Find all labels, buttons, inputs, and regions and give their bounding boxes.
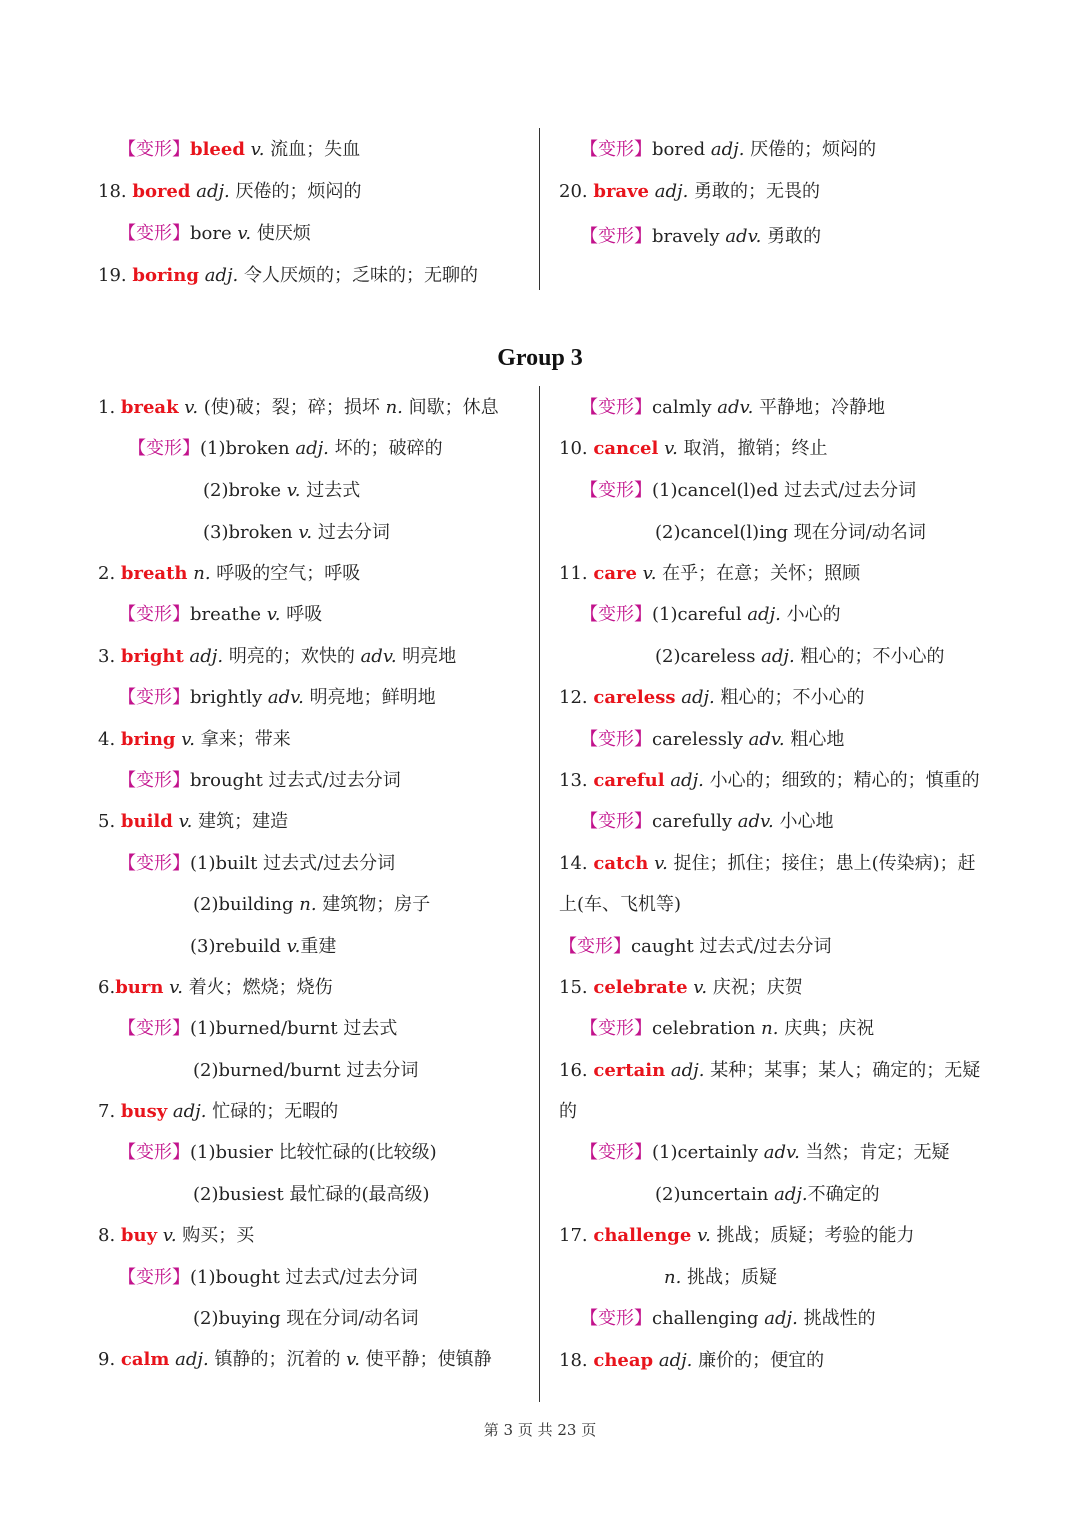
definition-text: 购买；买 [176, 1225, 255, 1246]
group-title: Group 3 [497, 345, 583, 371]
definition-text: 小心的；细致的；精心的；慎重的 [703, 770, 980, 791]
vocab-line [118, 686, 436, 710]
vocab-line [655, 521, 926, 545]
definition-text: (1)careful [652, 604, 748, 625]
vocab-line [98, 810, 288, 834]
headword: calm [120, 1349, 170, 1370]
variant-tag: 【变形】 [118, 139, 190, 160]
definition-text: (1)busier 比较忙碌的(比较级) [190, 1142, 437, 1163]
definition-text: 重建 [300, 936, 337, 957]
part-of-speech: adv. [267, 687, 304, 708]
part-of-speech: v. [178, 811, 193, 832]
vocab-line [580, 396, 885, 420]
part-of-speech: adj. [196, 181, 230, 202]
definition-text: 建筑物；房子 [316, 894, 431, 915]
headword: challenge [593, 1225, 692, 1246]
definition-text: 呼吸 [280, 604, 323, 625]
definition-text: 间歇；休息 [402, 397, 499, 418]
vocab-line [98, 180, 362, 204]
definition-text: bored [652, 139, 711, 160]
vocab-line [98, 1100, 338, 1124]
vocab-line [118, 1017, 397, 1041]
definition-text: 20. [559, 181, 594, 202]
definition-text: (1)bought 过去式/过去分词 [190, 1267, 418, 1288]
vocab-line [580, 1141, 950, 1165]
definition-text: 1. [98, 397, 121, 418]
headword: burn [115, 977, 164, 998]
definition-text: 17. [559, 1225, 594, 1246]
headword: celebrate [593, 977, 688, 998]
headword: careless [593, 687, 676, 708]
definition-text: (2)buying 现在分词/动名词 [193, 1308, 419, 1329]
vocab-line [193, 1307, 418, 1331]
part-of-speech: v. [169, 977, 183, 998]
part-of-speech: adv. [360, 646, 397, 667]
definition-text: 4. [98, 729, 121, 750]
part-of-speech: adj. [172, 1101, 207, 1122]
definition-text: 庆典；庆祝 [778, 1018, 875, 1039]
headword: care [593, 563, 637, 584]
vocab-line [193, 893, 430, 917]
headword: break [120, 397, 179, 418]
part-of-speech: adj. [761, 646, 795, 667]
definition-text: 18. [559, 1350, 594, 1371]
definition-text: 拿来；带来 [195, 729, 291, 750]
part-of-speech: n. [385, 397, 403, 418]
headword: certain [593, 1060, 666, 1081]
part-of-speech: v. [286, 480, 301, 501]
vocab-line [580, 225, 821, 249]
definition-text: 建筑；建造 [192, 811, 289, 832]
part-of-speech: adj. [175, 1349, 209, 1370]
part-of-speech: adj. [747, 604, 781, 625]
vocab-line [655, 645, 944, 669]
column-divider-top [539, 128, 540, 290]
part-of-speech: adj. [189, 646, 224, 667]
definition-text: 2. [98, 563, 121, 584]
vocab-line [580, 810, 833, 834]
definition-text: (2)uncertain [655, 1184, 775, 1205]
definition-text: calmly [652, 397, 718, 418]
vocab-line [559, 1349, 824, 1373]
definition-text: (2)cancel(l)ing 现在分词/动名词 [655, 522, 926, 543]
vocab-line [559, 686, 865, 710]
variant-tag: 【变形】 [118, 223, 190, 244]
variant-tag: 【变形】 [118, 1267, 190, 1288]
vocab-line [655, 1183, 880, 1207]
definition-text: (2)busiest 最忙碌的(最高级) [193, 1184, 430, 1205]
vocab-line [559, 1059, 980, 1083]
vocab-line [559, 437, 828, 461]
part-of-speech: v. [181, 729, 195, 750]
headword: boring [132, 265, 199, 286]
definition-text: 忙碌的；无暇的 [206, 1101, 339, 1122]
part-of-speech: adj. [764, 1308, 798, 1329]
vocab-line [559, 976, 803, 1000]
definition-text: (1)certainly [652, 1142, 764, 1163]
definition-text: 挑战性的 [797, 1308, 876, 1329]
page-footer: 第 3 页 共 23 页 [483, 1421, 597, 1439]
part-of-speech: v. [286, 936, 301, 957]
definition-text: 10. [559, 438, 594, 459]
vocab-line [118, 1266, 418, 1290]
definition-text: (1)built 过去式/过去分词 [190, 853, 396, 874]
definition-text: 在乎；在意；关怀；照顾 [656, 563, 861, 584]
definition-text: carelessly [652, 729, 749, 750]
vocab-line [98, 1348, 492, 1372]
definition-text: celebration [652, 1018, 762, 1039]
part-of-speech: adj. [204, 265, 239, 286]
definition-text: 粗心的；不小心的 [714, 687, 865, 708]
part-of-speech: adj. [295, 438, 329, 459]
definition-text: brought 过去式/过去分词 [190, 770, 401, 791]
definition-text: 6. [98, 977, 116, 998]
part-of-speech: v. [693, 977, 708, 998]
definition-text: 厌倦的；烦闷的 [229, 181, 362, 202]
definition-text: 流血；失血 [264, 139, 361, 160]
definition-text: bravely [652, 226, 726, 247]
variant-tag: 【变形】 [580, 1018, 652, 1039]
definition-text: 厌倦的；烦闷的 [744, 139, 877, 160]
part-of-speech: n. [193, 563, 211, 584]
headword: bright [120, 646, 184, 667]
vocab-line [559, 935, 832, 959]
definition-text: 挑战；质疑 [681, 1267, 778, 1288]
part-of-speech: adv. [748, 729, 785, 750]
part-of-speech: adv. [737, 811, 774, 832]
part-of-speech: adv. [717, 397, 754, 418]
definition-text: 廉价的；便宜的 [692, 1350, 825, 1371]
definition-text: 使厌烦 [251, 223, 311, 244]
vocab-line [580, 1307, 876, 1331]
definition-text: 3. [98, 646, 121, 667]
headword: busy [120, 1101, 168, 1122]
definition-text: 捉住；抓住；接住；患上(传染病)；赶 [667, 853, 976, 874]
variant-tag: 【变形】 [580, 139, 652, 160]
definition-text: 挑战；质疑；考验的能力 [710, 1225, 915, 1246]
definition-text: 某种；某事；某人；确定的；无疑 [704, 1060, 981, 1081]
definition-text: 明亮地；鲜明地 [303, 687, 436, 708]
part-of-speech: v. [250, 139, 265, 160]
definition-text: caught 过去式/过去分词 [631, 936, 832, 957]
vocab-line [580, 1017, 874, 1041]
definition-text: 取消，撤销；终止 [677, 438, 828, 459]
headword: breath [120, 563, 188, 584]
vocab-line [118, 769, 401, 793]
headword: buy [120, 1225, 158, 1246]
definition-text: (2)broke [203, 480, 287, 501]
part-of-speech: adj. [654, 181, 689, 202]
definition-text: 18. [98, 181, 133, 202]
vocab-line [118, 603, 322, 627]
vocab-line [98, 396, 499, 420]
variant-tag: 【变形】 [128, 438, 200, 459]
vocab-line [559, 1100, 577, 1124]
definition-text: 8. [98, 1225, 121, 1246]
part-of-speech: v. [642, 563, 657, 584]
variant-tag: 【变形】 [559, 936, 631, 957]
definition-text: (1)burned/burnt 过去式 [190, 1018, 398, 1039]
definition-text: carefully [652, 811, 738, 832]
definition-text: 平静地；冷静地 [753, 397, 886, 418]
definition-text: 19. [98, 265, 133, 286]
headword: bored [132, 181, 191, 202]
definition-text: 13. [559, 770, 594, 791]
part-of-speech: adj. [670, 770, 704, 791]
vocab-line [559, 1224, 915, 1248]
part-of-speech: adj. [681, 687, 715, 708]
variant-tag: 【变形】 [580, 729, 652, 750]
vocab-line [580, 138, 876, 162]
vocab-line [98, 645, 456, 669]
headword: careful [593, 770, 665, 791]
definition-text: 庆祝；庆贺 [707, 977, 803, 998]
variant-tag: 【变形】 [118, 687, 190, 708]
definition-text: 16. [559, 1060, 594, 1081]
definition-text: brightly [190, 687, 268, 708]
vocab-line [580, 479, 916, 503]
variant-tag: 【变形】 [118, 1018, 190, 1039]
variant-tag: 【变形】 [580, 811, 652, 832]
vocab-line [193, 1183, 430, 1207]
definition-text: (使)破；裂；碎；损坏 [198, 397, 386, 418]
definition-text: 过去式 [300, 480, 361, 501]
definition-text: 当然；肯定；无疑 [799, 1142, 950, 1163]
vocab-line [118, 222, 311, 246]
vocab-line [580, 728, 844, 752]
vocab-line [664, 1266, 777, 1290]
definition-text: 7. [98, 1101, 121, 1122]
definition-text: 勇敢的 [761, 226, 822, 247]
definition-text: 的 [559, 1101, 577, 1122]
definition-text: (3)rebuild [190, 936, 287, 957]
part-of-speech: v. [237, 223, 252, 244]
variant-tag: 【变形】 [580, 604, 652, 625]
part-of-speech: v. [346, 1349, 360, 1370]
definition-text: 粗心地 [784, 729, 845, 750]
vocab-line [559, 769, 980, 793]
definition-text: 明亮的；欢快的 [223, 646, 361, 667]
vocab-line [98, 728, 291, 752]
headword: cheap [593, 1350, 654, 1371]
vocab-line [559, 562, 860, 586]
definition-text: 着火；燃烧；烧伤 [182, 977, 333, 998]
headword: bring [120, 729, 176, 750]
variant-tag: 【变形】 [118, 770, 190, 791]
vocab-line [98, 1224, 254, 1248]
definition-text: 小心的 [780, 604, 841, 625]
headword: catch [593, 853, 649, 874]
column-divider-main [539, 386, 540, 1402]
definition-text: 呼吸的空气；呼吸 [210, 563, 361, 584]
part-of-speech: v. [654, 853, 668, 874]
part-of-speech: adj. [710, 139, 745, 160]
definition-text: 14. [559, 853, 594, 874]
definition-text: 使平静；使镇静 [359, 1349, 492, 1370]
definition-text: 粗心的；不小心的 [794, 646, 945, 667]
headword: brave [593, 181, 650, 202]
part-of-speech: v. [266, 604, 281, 625]
part-of-speech: n. [299, 894, 317, 915]
definition-text: 过去分词 [312, 522, 390, 543]
vocab-line [203, 521, 390, 545]
variant-tag: 【变形】 [580, 1308, 652, 1329]
vocab-line [118, 138, 360, 162]
definition-text: 上(车、飞机等) [559, 894, 682, 915]
variant-tag: 【变形】 [580, 226, 652, 247]
vocab-line [193, 1059, 418, 1083]
part-of-speech: adj. [774, 1184, 808, 1205]
vocab-line [118, 1141, 437, 1165]
part-of-speech: adj. [670, 1060, 705, 1081]
variant-tag: 【变形】 [118, 1142, 190, 1163]
definition-text: breathe [190, 604, 267, 625]
definition-text: (2)burned/burnt 过去分词 [193, 1060, 419, 1081]
part-of-speech: v. [298, 522, 313, 543]
vocab-line [128, 437, 443, 461]
definition-text: bore [190, 223, 238, 244]
definition-text: 勇敢的；无畏的 [688, 181, 821, 202]
part-of-speech: v. [697, 1225, 711, 1246]
vocab-line [559, 180, 820, 204]
definition-text: 小心地 [773, 811, 834, 832]
vocab-line [98, 976, 333, 1000]
definition-text: (1)broken [200, 438, 296, 459]
part-of-speech: n. [761, 1018, 779, 1039]
vocab-line [98, 264, 478, 288]
part-of-speech: v. [162, 1225, 177, 1246]
definition-text: 令人厌烦的；乏味的；无聊的 [238, 265, 478, 286]
headword: build [120, 811, 173, 832]
vocab-line [559, 893, 681, 917]
definition-text: 11. [559, 563, 594, 584]
part-of-speech: adj. [658, 1350, 693, 1371]
definition-text: (3)broken [203, 522, 299, 543]
definition-text: 明亮地 [396, 646, 457, 667]
vocab-line [98, 562, 360, 586]
variant-tag: 【变形】 [580, 397, 652, 418]
definition-text: (2)careless [655, 646, 762, 667]
definition-text: challenging [652, 1308, 765, 1329]
definition-text: 坏的；破碎的 [328, 438, 443, 459]
vocab-line [190, 935, 336, 959]
definition-text: 5. [98, 811, 121, 832]
vocab-line [203, 479, 360, 503]
definition-text: 不确定的 [807, 1184, 880, 1205]
headword: cancel [593, 438, 659, 459]
definition-text: (1)cancel(l)ed 过去式/过去分词 [652, 480, 917, 501]
part-of-speech: adv. [725, 226, 762, 247]
part-of-speech: adv. [763, 1142, 800, 1163]
definition-text: 15. [559, 977, 594, 998]
variant-tag: 【变形】 [580, 480, 652, 501]
variant-tag: 【变形】 [580, 1142, 652, 1163]
part-of-speech: n. [664, 1267, 682, 1288]
part-of-speech: v. [184, 397, 199, 418]
variant-tag: 【变形】 [118, 853, 190, 874]
vocab-line [580, 603, 841, 627]
vocab-line [118, 852, 395, 876]
variant-tag: 【变形】 [118, 604, 190, 625]
definition-text: (2)building [193, 894, 300, 915]
definition-text: 镇静的；沉着的 [208, 1349, 347, 1370]
headword: bleed [190, 139, 245, 160]
definition-text: 9. [98, 1349, 121, 1370]
part-of-speech: v. [664, 438, 678, 459]
vocab-line [559, 852, 976, 876]
definition-text: 12. [559, 687, 594, 708]
